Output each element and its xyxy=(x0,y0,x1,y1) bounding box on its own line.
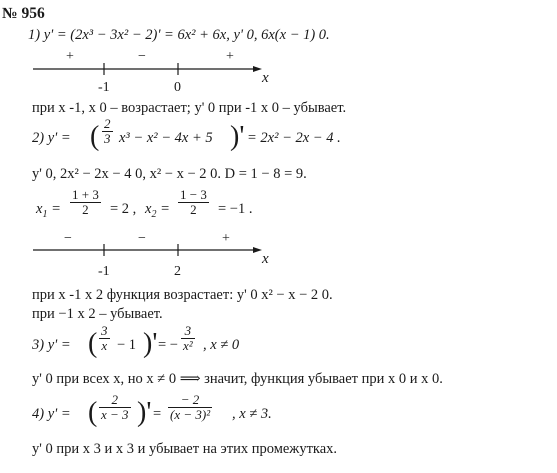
root1-sub: 1 xyxy=(42,208,48,220)
part3-result-num: 3 xyxy=(181,324,195,339)
part3-paren-close: )' xyxy=(143,328,158,359)
part2-sign-right: + xyxy=(222,231,230,246)
part2-poly: x³ − x² − 4x + 5 xyxy=(119,130,213,146)
part1-sign-mid: − xyxy=(138,49,146,64)
part4-result-den: (x − 3)² xyxy=(170,407,211,422)
part3-frac-den: x xyxy=(101,338,108,353)
root1-frac xyxy=(70,188,101,217)
root1-den: 2 xyxy=(82,202,89,217)
part4-frac xyxy=(99,393,131,422)
part4-result-num: − 2 xyxy=(168,393,212,408)
root2-sub: 2 xyxy=(151,208,157,220)
part3-condition: , x ≠ 0 xyxy=(203,337,240,353)
part2-sign-left: − xyxy=(64,231,72,246)
root1-var: x xyxy=(36,201,43,217)
part1-derivative-line: 1) y' = (2x³ − 3x² − 2)' = 6x² + 6x, y' 0, 6x(x − 1) 0. xyxy=(28,27,330,43)
part2-sign-mid: − xyxy=(138,231,146,246)
part1-sign-right: + xyxy=(226,49,234,64)
problem-number: № 956 xyxy=(2,5,45,22)
part4-paren-close: )' xyxy=(137,397,152,428)
part3-result-den: x² xyxy=(183,338,193,353)
part2-result: = 2x² − 2x − 4 . xyxy=(247,130,341,146)
part3-conclusion: y' 0 при всех x, но x ≠ 0 ⟹ значит, функция убывает при x 0 и x 0. xyxy=(32,371,443,387)
part3-frac-num: 3 xyxy=(101,323,108,338)
part3-eq: = − xyxy=(158,337,178,353)
part3-frac xyxy=(99,324,110,353)
part4-condition: , x ≠ 3. xyxy=(232,406,272,422)
part3-paren-open: ( xyxy=(88,328,98,359)
part2-frac xyxy=(102,117,113,146)
part4-frac-num: 2 xyxy=(99,393,131,408)
part3-result-frac xyxy=(181,324,195,353)
root2-var: x xyxy=(145,201,152,217)
part2-conclusion-2: при −1 x 2 – убывает. xyxy=(32,306,163,322)
part2-frac-num: 2 xyxy=(104,116,111,131)
part4-paren-open: ( xyxy=(88,397,98,428)
root2-frac xyxy=(178,188,209,217)
part4-prefix: 4) y' = xyxy=(32,406,71,422)
root1-value: = 2 , xyxy=(110,201,137,217)
root2-num: 1 − 3 xyxy=(180,187,207,202)
axis2-var-label: x xyxy=(262,251,269,267)
axis1-arrow xyxy=(253,66,262,72)
axis1-var-label: x xyxy=(262,70,269,86)
axis1-tick-label-0: 0 xyxy=(174,80,181,95)
root1-label: $x_1$ = xyxy=(36,201,61,220)
axis2-arrow xyxy=(253,247,262,253)
axis1-tick-label-neg1: -1 xyxy=(98,80,110,95)
part1-sign-left: + xyxy=(66,49,74,64)
axis2-tick-label-2: 2 xyxy=(174,264,181,279)
part4-conclusion: y' 0 при x 3 и x 3 и убывает на этих промежутках. xyxy=(32,441,338,457)
part4-result-frac xyxy=(168,393,212,422)
part4-eq: = xyxy=(153,406,162,422)
part2-prefix: 2) y' = xyxy=(32,130,71,146)
part4-frac-den: x − 3 xyxy=(101,407,129,422)
part2-frac-den: 3 xyxy=(104,131,111,146)
root2-den: 2 xyxy=(190,202,197,217)
part2-conclusion-1: при x -1 x 2 функция возрастает: y' 0 x² − x − 2 0. xyxy=(32,287,333,303)
part2-equation: y' 0, 2x² − 2x − 4 0, x² − x − 2 0. D = 1 − 8 = 9. xyxy=(32,166,307,182)
axis2-tick-label-neg1: -1 xyxy=(98,264,110,279)
root2-label: $x_2$ = xyxy=(145,201,170,220)
root1-num: 1 + 3 xyxy=(72,187,99,202)
part3-minus-one: − 1 xyxy=(117,337,137,353)
part2-paren-open: ( xyxy=(90,121,100,152)
part2-paren-close: )' xyxy=(230,121,245,152)
part1-conclusion: при x -1, x 0 – возрастает; y' 0 при -1 x 0 – убывает. xyxy=(32,100,347,116)
root2-value: = −1 . xyxy=(218,201,253,217)
part3-prefix: 3) y' = xyxy=(32,337,71,353)
